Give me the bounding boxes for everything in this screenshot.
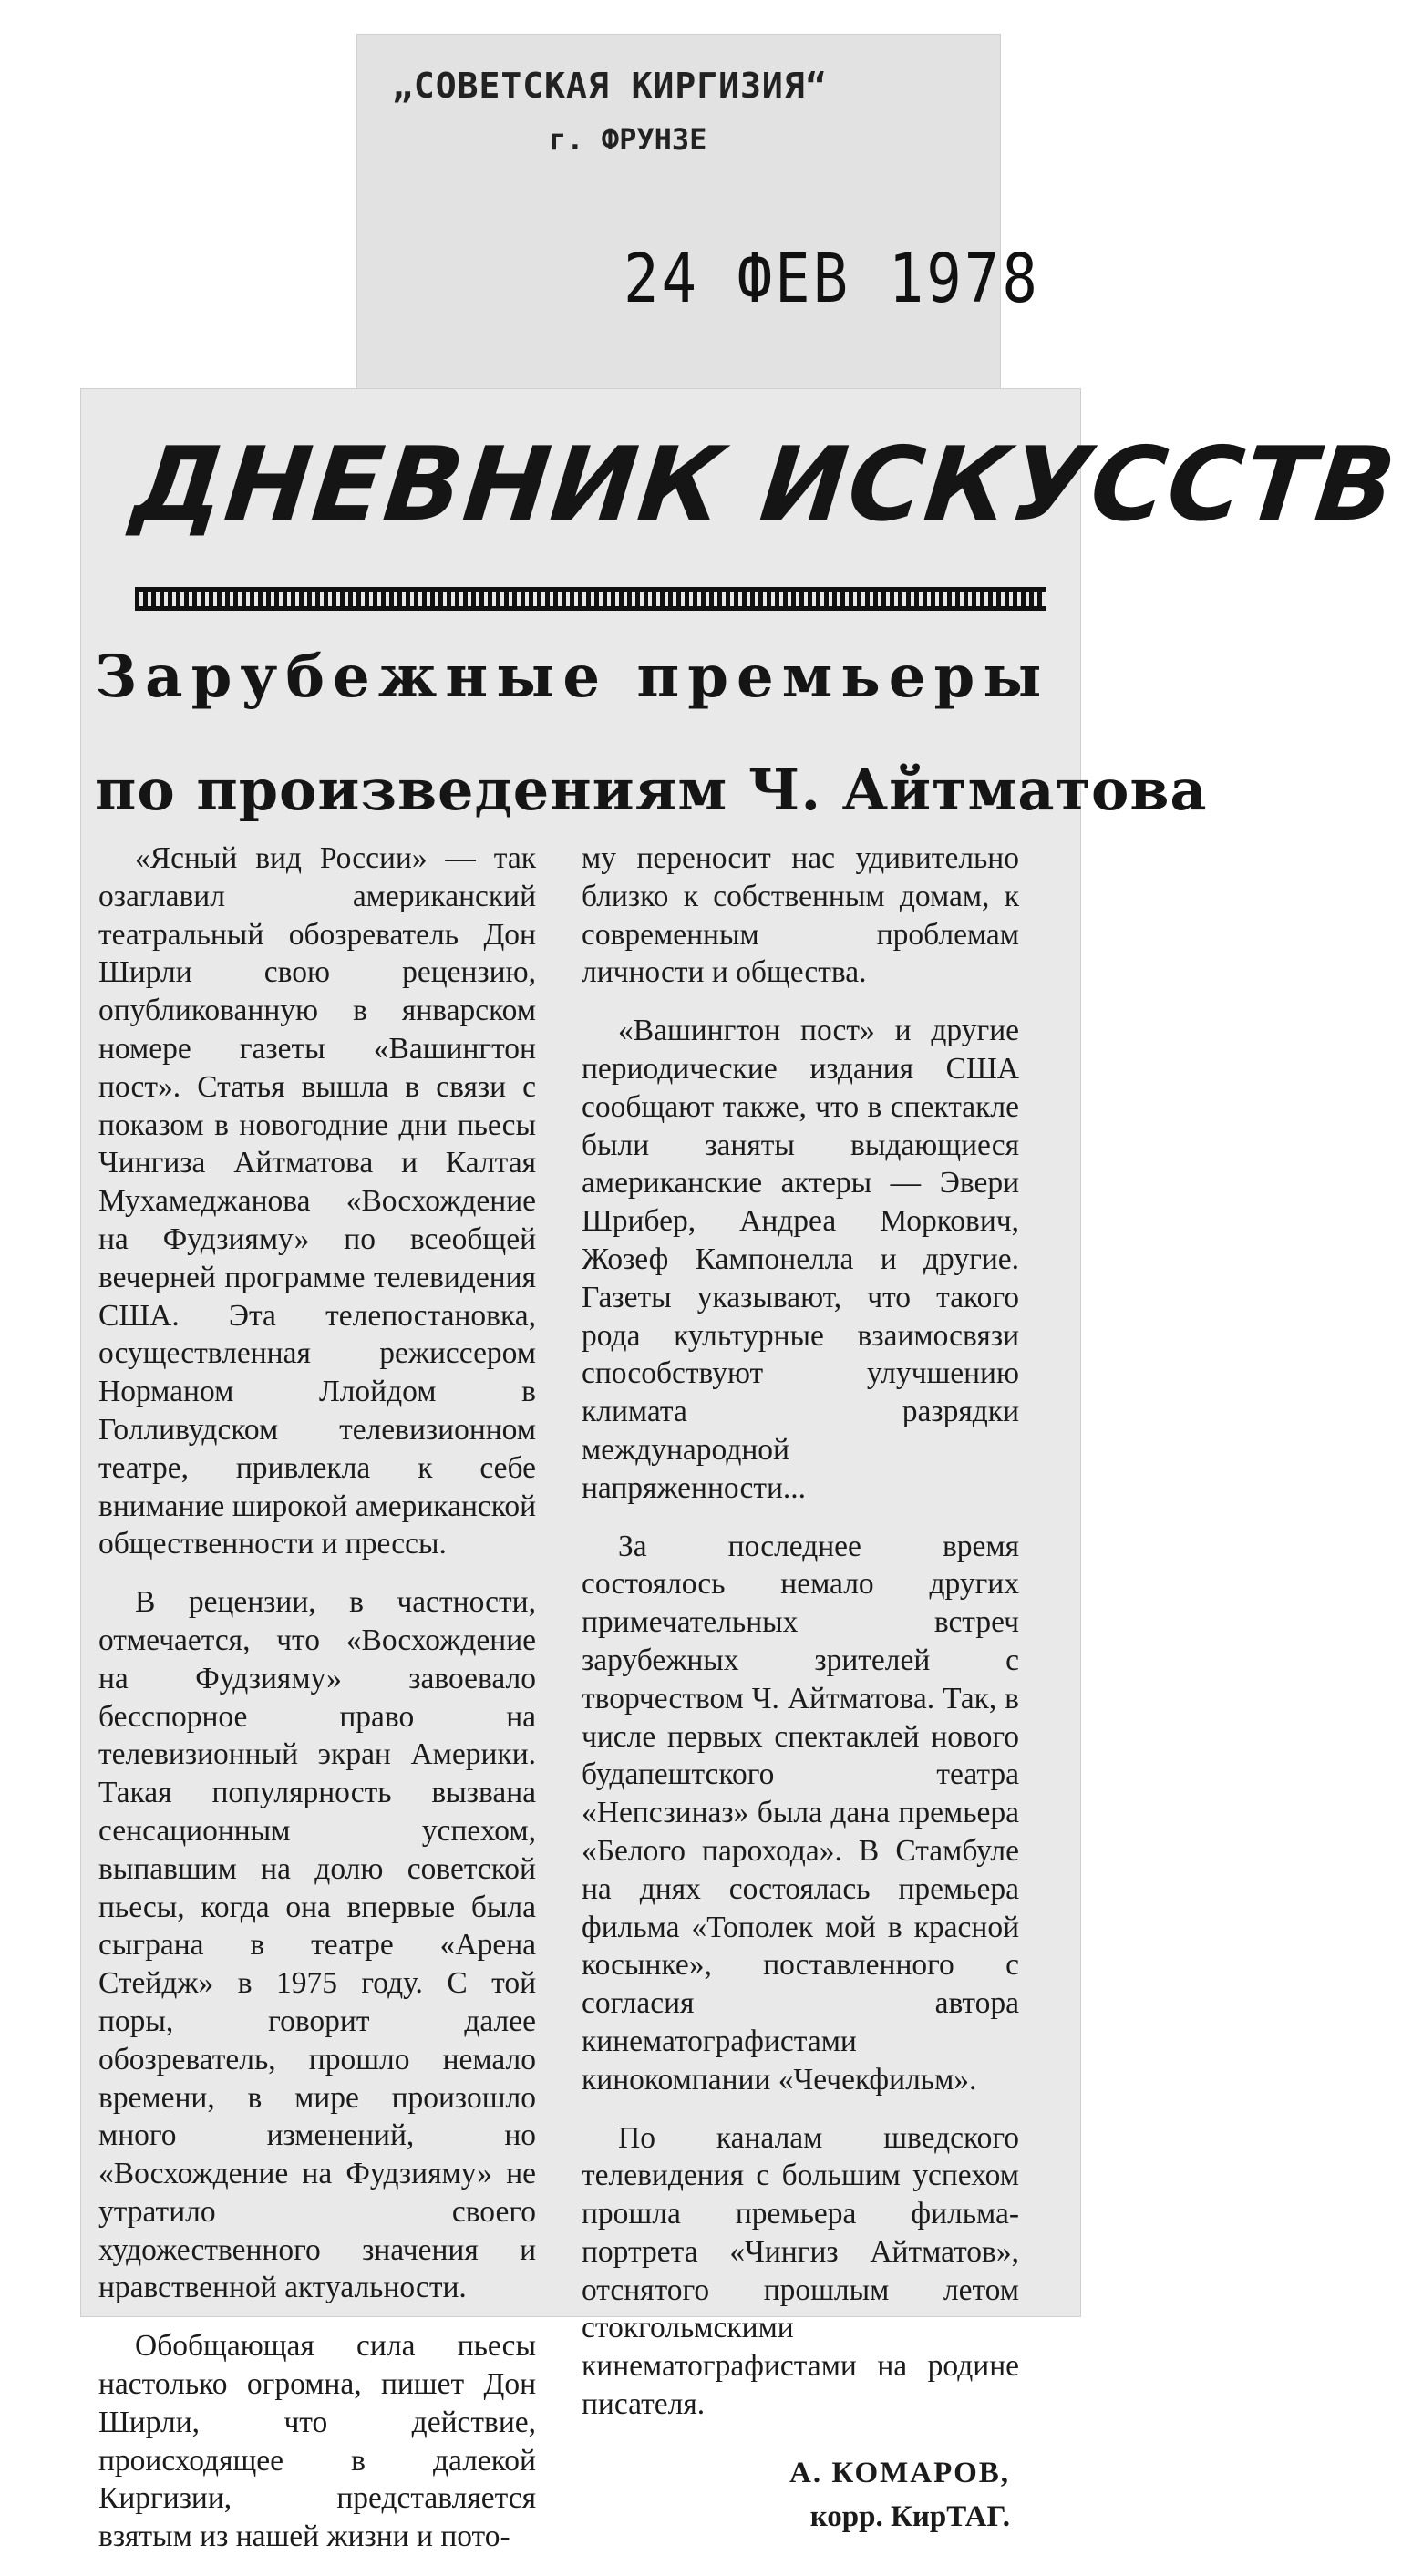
paragraph: За последнее время состоялось немало других примечательных встреч зарубежных зрителей с творчеством Ч. Айтматова. Так, в числе первых спектаклей нового будапештского театра «Непсзиназ» была дана премьера «Белого парохода». В Стамбуле на днях состоялась премьера фильма «Тополек мой в красной косынке», поставленного с согласия автора кинематографистами кинокомпании «Чечекфильм». <box>582 1529 1019 2097</box>
headline-line-1: Зарубежные премьеры <box>95 643 1050 711</box>
article-clipping <box>80 388 1402 2554</box>
paragraph: Обобщающая сила пьесы настолько огромна, пишет Дон Ширли, что действие, происходящее в далекой Киргизии, представляется взятым из нашей жизни и пото- <box>98 2329 536 2554</box>
newspaper-stamp <box>357 35 1040 410</box>
rubric-title: ДНЕВНИК ИСКУССТВ <box>127 426 1402 544</box>
rubric-divider <box>135 587 1046 611</box>
author-agency: корр. КирТАГ. <box>809 2499 1010 2533</box>
headline-line-2: по произведениям Ч. Айтматова <box>95 757 1208 823</box>
byline <box>582 2451 1019 2539</box>
newspaper-city: г. ФРУНЗЕ <box>549 122 707 157</box>
author-name: А. КОМАРОВ, <box>789 2456 1010 2489</box>
paragraph: По каналам шведского телевидения с большим успехом прошла премьера фильма-портрета «Чингиз Айтматов», отснятого прошлым летом стокгольмскими кинематографистами на родине писателя. <box>582 2120 1019 2422</box>
paragraph: му переносит нас удивительно близко к собственным домам, к современным проблемам личности и общества. <box>582 841 1019 990</box>
paragraph: «Ясный вид России» — так озаглавил американский театральный обозреватель Дон Ширли свою рецензию, опубликованную в январском номере газеты «Вашингтон пост». Статья вышла в связи с показом в новогодние дни пьесы Чингиза Айтматова и Калтая Мухамеджанова «Восхождение на Фудзияму» по всеобщей вечерней программе телевидения США. Эта телепостановка, осуществленная режиссером Норманом Ллойдом в Голливудском телевизионном театре, привлекла к себе внимание широкой американской общественности и прессы. <box>98 841 536 1561</box>
article-column-right <box>582 840 1019 2539</box>
article-column-left <box>98 840 536 2576</box>
newspaper-name: „СОВЕТСКАЯ КИРГИЗИЯ“ <box>392 66 828 106</box>
paragraph: В рецензии, в частности, отмечается, что «Восхождение на Фудзияму» завоевало бесспорное право на телевизионный экран Америки. Такая популярность вызвана сенсационным успехом, выпавшим на долю советской пьесы, когда она впервые была сыграна в театре «Арена Стейдж» в 1975 году. С той поры, говорит далее обозреватель, прошло немало времени, в мире произошло много изменений, но «Восхождение на Фудзияму» не утратило своего художественного значения и нравственной актуальности. <box>98 1585 536 2305</box>
publication-date: 24 ФЕВ 1978 <box>624 241 1040 319</box>
paragraph: «Вашингтон пост» и другие периодические издания США сообщают также, что в спектакле были заняты выдающиеся американские актеры — Эвери Шрибер, Андреа Моркович, Жозеф Кампонелла и другие. Газеты указывают, что такого рода культурные взаимосвязи способствуют улучшению климата разрядки международной напряженности... <box>582 1014 1019 1505</box>
